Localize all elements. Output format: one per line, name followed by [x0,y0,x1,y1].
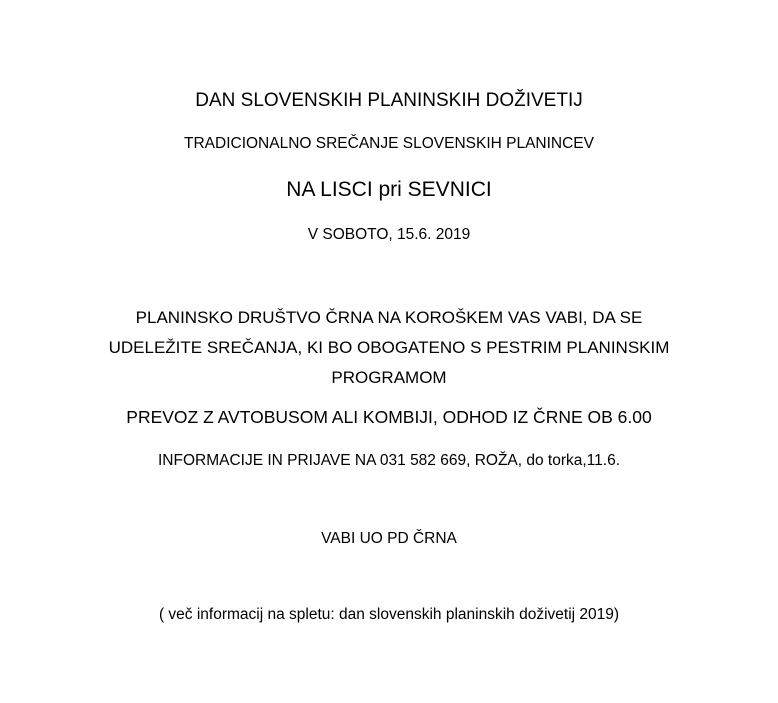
transport-info: PREVOZ Z AVTOBUSOM ALI KOMBIJI, ODHOD IZ ČRNE OB 6.00 [126,407,652,427]
document-title: DAN SLOVENSKIH PLANINSKIH DOŽIVETIJ [195,90,583,111]
document-subtitle: TRADICIONALNO SREČANJE SLOVENSKIH PLANINCEV [184,135,594,152]
registration-info: INFORMACIJE IN PRIJAVE NA 031 582 669, ROŽA, do torka,11.6. [157,452,621,469]
more-info-note: ( več informacij na spletu: dan slovenskih planinskih doživetij 2019) [158,606,620,623]
invitation-line: PLANINSKO DRUŠTVO ČRNA NA KOROŠKEM VAS VABI, DA SE [135,308,643,327]
invitation-paragraph [90,303,688,393]
event-date: V SOBOTO, 15.6. 2019 [307,226,471,243]
invited-by: VABI UO PD ČRNA [321,530,457,547]
invitation-line: PROGRAMOM [331,368,447,387]
event-location: NA LISCI pri SEVNICI [286,178,492,201]
invitation-line: UDELEŽITE SREČANJA, KI BO OBOGATENO S PESTRIM PLANINSKIM [108,338,670,357]
